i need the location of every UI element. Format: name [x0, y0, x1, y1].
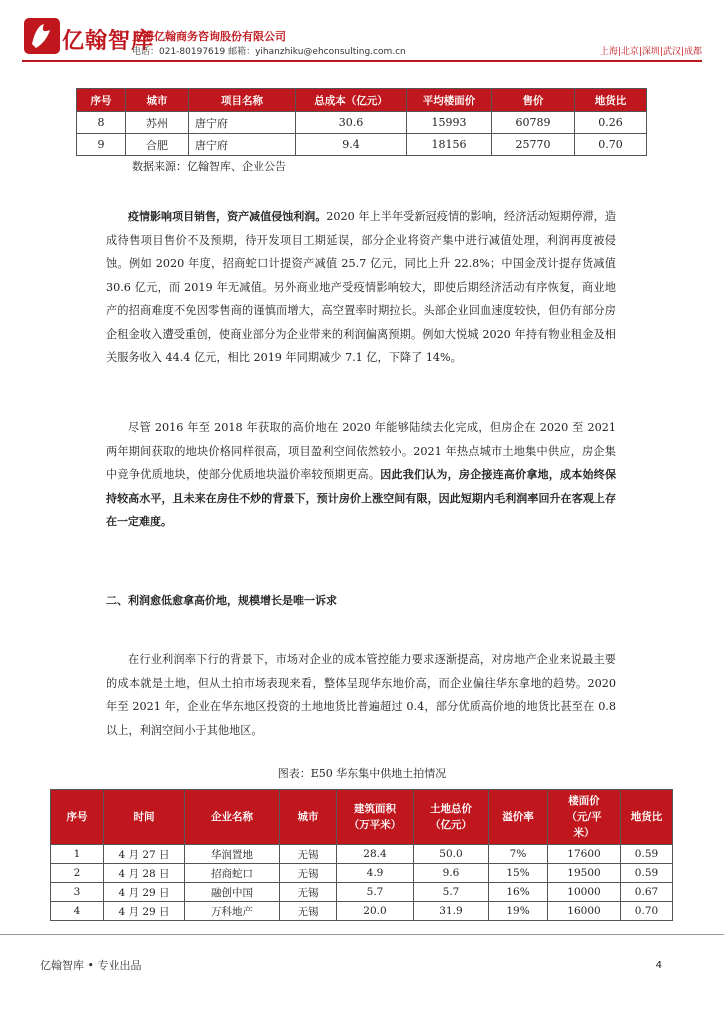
table-cell: 15% — [489, 864, 548, 883]
table-cell: 25770 — [492, 134, 575, 156]
column-header: 楼面价 （元/平 米） — [548, 790, 621, 845]
table-title: 图表：E50 华东集中供地土拍情况 — [277, 767, 447, 780]
page-number: 4 — [655, 960, 662, 971]
paragraph-land-cost — [106, 416, 616, 534]
table-row — [51, 902, 673, 921]
footer-text: 亿翰智库 • 专业出品 — [40, 959, 142, 972]
table-cell: 0.59 — [621, 864, 673, 883]
cost-table — [76, 88, 647, 156]
table-cell: 50.0 — [414, 845, 489, 864]
table-row — [51, 845, 673, 864]
column-header: 地货比 — [621, 790, 673, 845]
table-cell: 15993 — [407, 112, 492, 134]
table-cell: 招商蛇口 — [185, 864, 280, 883]
table-cell: 华润置地 — [185, 845, 280, 864]
table-cell: 9 — [77, 134, 126, 156]
contact-line: 电话：021-80197619 邮箱：yihanzhiku@ehconsulting.com.cn — [132, 47, 406, 57]
table-cell: 4 月 27 日 — [104, 845, 185, 864]
table-cell: 5.7 — [414, 883, 489, 902]
table-cell: 4 月 29 日 — [104, 883, 185, 902]
column-header: 售价 — [492, 89, 575, 112]
table-header-row — [77, 89, 647, 112]
table-cell: 9.4 — [296, 134, 407, 156]
paragraph-body: 尽管 2016 年至 2018 年获取的高价地在 2020 年能够陆续去化完成，但房企在 2020 至 2021 两年期间获取的地块价格同样很高，项目盈利空间依然较小。2021 年热点城市土地集中供应，房企集中竞争优质地块，使部分优质地块溢价率较预期更高。 — [106, 421, 616, 481]
table-cell: 合肥 — [126, 134, 189, 156]
table-cell: 4.9 — [337, 864, 414, 883]
column-header: 企业名称 — [185, 790, 280, 845]
table-cell: 1 — [51, 845, 104, 864]
table-cell: 万科地产 — [185, 902, 280, 921]
table-cell: 0.67 — [621, 883, 673, 902]
table-cell: 唐宁府 — [189, 112, 296, 134]
table-cell: 0.70 — [575, 134, 647, 156]
table-cell: 3 — [51, 883, 104, 902]
table-cell: 30.6 — [296, 112, 407, 134]
paragraph-conclusion: 因此我们认为，房企接连高价拿地，成本始终保持较高水平，且未来在房住不炒的背景下，预计房价上涨空间有限，因此短期内毛利润率回升在客观上存在一定难度。 — [106, 468, 616, 528]
header-divider — [22, 60, 702, 62]
table-cell: 16% — [489, 883, 548, 902]
table-cell: 20.0 — [337, 902, 414, 921]
table-row — [51, 864, 673, 883]
table-row — [51, 883, 673, 902]
table-cell: 4 — [51, 902, 104, 921]
table-cell: 0.70 — [621, 902, 673, 921]
paragraph-impairment — [106, 205, 616, 370]
column-header: 总成本（亿元） — [296, 89, 407, 112]
table-row — [77, 112, 647, 134]
column-header: 平均楼面价 — [407, 89, 492, 112]
paragraph-east-china: 在行业利润率下行的背景下，市场对企业的成本管控能力要求逐渐提高，对房地产企业来说最主要的成本就是土地，但从土拍市场表现来看，整体呈现华东地价高，而企业偏往华东拿地的趋势。2020 年至 2021 年，企业在华东地区投资的土地地货比普遍超过 0.4，部分优质高价地的地货比甚至在 0.8 以上，利润空间小于其他地区。 — [106, 653, 616, 737]
table-cell: 16000 — [548, 902, 621, 921]
column-header: 溢价率 — [489, 790, 548, 845]
table-cell: 19% — [489, 902, 548, 921]
paragraph-body: 2020 年上半年受新冠疫情的影响，经济活动短期停滞，造成待售项目售价不及预期，待开发项目工期延误，部分企业将资产集中进行减值处理，利润再度被侵蚀。例如 2020 年度，招商蛇口计提资产减值 25.7 亿元，同比上升 22.8%；中国金茂计提存货减值 30.6 亿元，而 2019 年无减值。另外商业地产受疫情影响较大，即使后期经济活动有序恢复，商业地产的招商难度不免因零售商的谨慎而增大，高空置率时期拉长。头部企业回血速度较快，但仍有部分房企租金收入遭受重创，使商业部分为企业带来的利润偏离预期。例如大悦城 2020 年持有物业租金及相关服务收入 44.4 亿元，相比 2019 年同期减少 7.1 亿，下降了 14%。 — [106, 210, 617, 364]
table-cell: 60789 — [492, 112, 575, 134]
company-name: 上海亿翰商务咨询股份有限公司 — [132, 30, 286, 43]
logo-icon — [22, 16, 62, 56]
brand-name: 亿翰智库 — [62, 29, 155, 54]
office-cities: 上海|北京|深圳|武汉|成都 — [599, 47, 702, 57]
table-cell: 0.59 — [621, 845, 673, 864]
table-cell: 28.4 — [337, 845, 414, 864]
column-header: 项目名称 — [189, 89, 296, 112]
table-cell: 10000 — [548, 883, 621, 902]
table-cell: 18156 — [407, 134, 492, 156]
table-cell: 唐宁府 — [189, 134, 296, 156]
table-cell: 无锡 — [280, 902, 337, 921]
table-cell: 4 月 28 日 — [104, 864, 185, 883]
column-header: 城市 — [280, 790, 337, 845]
table-cell: 融创中国 — [185, 883, 280, 902]
paragraph-lead: 疫情影响项目销售，资产减值侵蚀利润。 — [128, 210, 327, 223]
table-cell: 无锡 — [280, 864, 337, 883]
footer-divider — [0, 934, 724, 935]
column-header: 建筑面积 （万平米） — [337, 790, 414, 845]
table-cell: 0.26 — [575, 112, 647, 134]
table-cell: 苏州 — [126, 112, 189, 134]
table-header-row — [51, 790, 673, 845]
column-header: 时间 — [104, 790, 185, 845]
column-header: 土地总价 （亿元） — [414, 790, 489, 845]
column-header: 序号 — [77, 89, 126, 112]
table-cell: 无锡 — [280, 845, 337, 864]
table-cell: 17600 — [548, 845, 621, 864]
table-cell: 7% — [489, 845, 548, 864]
table-cell: 9.6 — [414, 864, 489, 883]
column-header: 城市 — [126, 89, 189, 112]
land-auction-table — [50, 789, 673, 921]
table-cell: 4 月 29 日 — [104, 902, 185, 921]
column-header: 序号 — [51, 790, 104, 845]
table-cell: 5.7 — [337, 883, 414, 902]
table-cell: 8 — [77, 112, 126, 134]
data-source-note: 数据来源：亿翰智库、企业公告 — [132, 160, 286, 173]
table-row — [77, 134, 647, 156]
column-header: 地货比 — [575, 89, 647, 112]
table-cell: 19500 — [548, 864, 621, 883]
table-cell: 无锡 — [280, 883, 337, 902]
table-cell: 31.9 — [414, 902, 489, 921]
section-heading: 二、利润愈低愈拿高价地，规模增长是唯一诉求 — [106, 594, 337, 607]
table-cell: 2 — [51, 864, 104, 883]
